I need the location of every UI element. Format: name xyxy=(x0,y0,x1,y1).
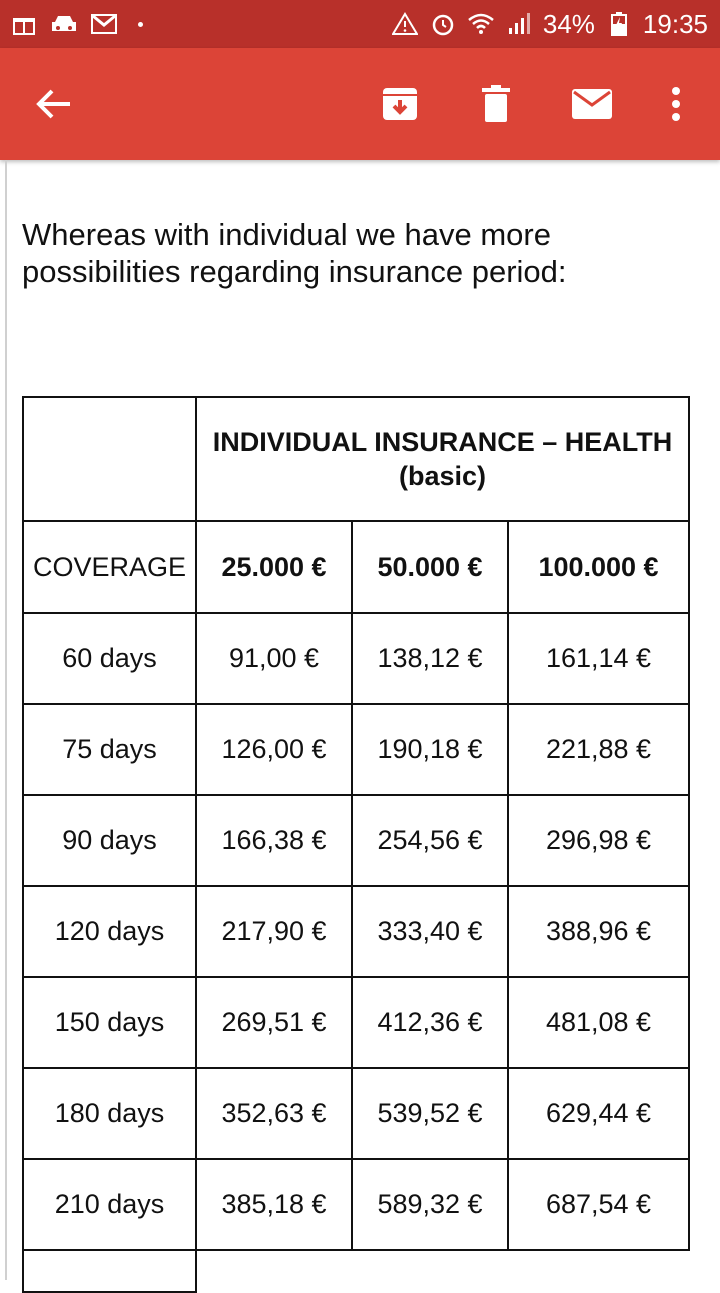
signal-icon xyxy=(505,12,533,36)
price-cell: 138,12 € xyxy=(352,613,508,704)
archive-button[interactable] xyxy=(370,76,430,132)
period-cell: 75 days xyxy=(23,704,196,795)
price-cell: 126,00 € xyxy=(196,704,352,795)
price-cell: 412,36 € xyxy=(352,977,508,1068)
price-cell: 161,14 € xyxy=(508,613,689,704)
table-row xyxy=(23,795,689,886)
mail-icon xyxy=(570,86,614,122)
price-cell: 217,90 € xyxy=(196,886,352,977)
coverage-col-2: 50.000 € xyxy=(352,521,508,613)
period-cell: 120 days xyxy=(23,886,196,977)
empty-corner-cell xyxy=(23,397,196,521)
archive-icon xyxy=(380,84,420,124)
price-cell: 481,08 € xyxy=(508,977,689,1068)
delete-icon xyxy=(480,84,512,124)
price-cell: 388,96 € xyxy=(508,886,689,977)
price-cell: 352,63 € xyxy=(196,1068,352,1159)
more-vert-icon xyxy=(670,86,682,122)
price-cell: 589,32 € xyxy=(352,1159,508,1250)
mark-unread-button[interactable] xyxy=(564,76,620,132)
table-row-partial xyxy=(23,1250,689,1292)
battery-charging-icon xyxy=(605,12,633,36)
table-title-cell xyxy=(196,397,689,521)
warning-icon xyxy=(391,12,419,36)
price-cell: 539,52 € xyxy=(352,1068,508,1159)
wifi-icon xyxy=(467,12,495,36)
price-cell: 333,40 € xyxy=(352,886,508,977)
table-header-row xyxy=(23,397,689,521)
period-cell: 90 days xyxy=(23,795,196,886)
table-row xyxy=(23,977,689,1068)
price-cell: 269,51 € xyxy=(196,977,352,1068)
message-paragraph: Whereas with individual we have more possibilities regarding insurance period: xyxy=(22,217,567,289)
alarm-icon xyxy=(429,12,457,36)
period-cell xyxy=(23,1250,196,1292)
price-cell: 687,54 € xyxy=(508,1159,689,1250)
price-cell: 296,98 € xyxy=(508,795,689,886)
price-cell: 629,44 € xyxy=(508,1068,689,1159)
period-cell: 210 days xyxy=(23,1159,196,1250)
price-cell: 221,88 € xyxy=(508,704,689,795)
clock: 19:35 xyxy=(642,8,708,39)
price-cell: 385,18 € xyxy=(196,1159,352,1250)
table-title: INDIVIDUAL INSURANCE – HEALTH xyxy=(212,427,673,457)
status-bar xyxy=(0,0,720,48)
table-subtitle: (basic) xyxy=(398,461,487,491)
table-row xyxy=(23,704,689,795)
app-bar xyxy=(0,48,720,160)
gmail-icon xyxy=(90,12,118,36)
price-cell: 166,38 € xyxy=(196,795,352,886)
table-row xyxy=(23,613,689,704)
gift-icon xyxy=(10,12,38,36)
table-row xyxy=(23,886,689,977)
status-left xyxy=(10,8,143,40)
coverage-col-3: 100.000 € xyxy=(508,521,689,613)
table-row xyxy=(23,1068,689,1159)
coverage-label: COVERAGE xyxy=(23,521,196,613)
status-right xyxy=(391,8,708,40)
period-cell: 180 days xyxy=(23,1068,196,1159)
insurance-price-table xyxy=(22,396,690,1293)
price-cell: 254,56 € xyxy=(352,795,508,886)
coverage-row xyxy=(23,521,689,613)
car-icon xyxy=(50,12,78,36)
message-body xyxy=(0,160,720,1280)
price-cell: 190,18 € xyxy=(352,704,508,795)
empty-cell xyxy=(196,1250,689,1292)
period-cell: 150 days xyxy=(23,977,196,1068)
table-row xyxy=(23,1159,689,1250)
period-cell: 60 days xyxy=(23,613,196,704)
notification-dot xyxy=(138,22,143,27)
delete-button[interactable] xyxy=(468,76,524,132)
back-button[interactable] xyxy=(22,74,86,134)
quote-rule xyxy=(5,160,7,1280)
more-options-button[interactable] xyxy=(654,76,698,132)
back-arrow-icon xyxy=(34,86,74,122)
battery-percent: 34% xyxy=(542,8,595,39)
coverage-col-1: 25.000 € xyxy=(196,521,352,613)
price-cell: 91,00 € xyxy=(196,613,352,704)
